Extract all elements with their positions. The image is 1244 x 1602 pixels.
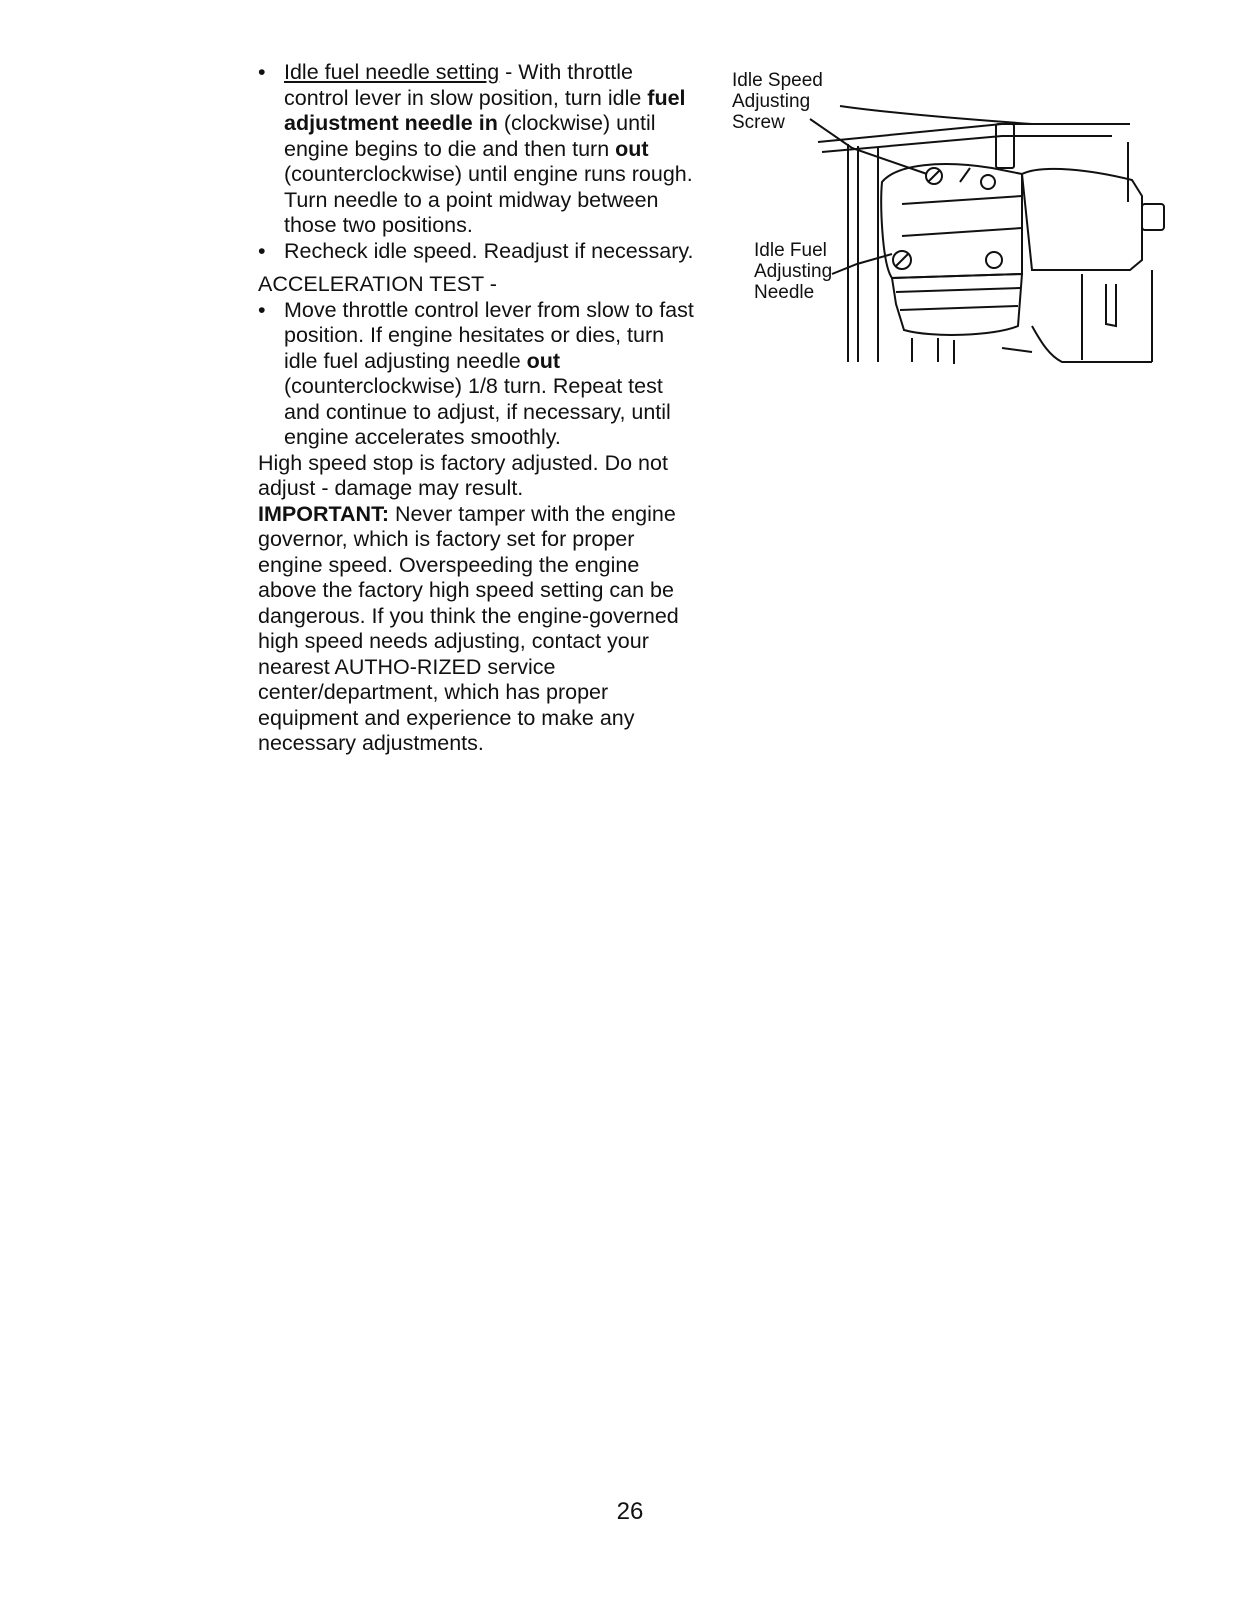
label-line: Idle Fuel [754,240,827,261]
label-line: Idle Speed [732,70,823,91]
idle-fuel-text-2: (clockwise) until engine begins to die and then turn [284,111,656,161]
leader-line-screw [840,106,1032,124]
bullet-acceleration [258,298,698,451]
leader-line-needle [832,254,892,274]
right-housing [1022,169,1142,270]
label-line: Adjusting [754,261,833,282]
leader-line-screw-arrow [810,119,927,174]
bullet-dot: • [258,60,266,84]
acceleration-test-heading: ACCELERATION TEST - [258,272,497,296]
accel-text-1: Move throttle control lever from slow to fast position. If engine hesitates or dies, turn idle fuel adjusting needle [284,297,694,373]
idle-fuel-text-1: - With throttle control lever in slow position, turn idle [284,60,648,110]
bullet-dot: • [258,297,266,322]
label-line: Adjusting [732,91,811,112]
important-paragraph [258,502,698,757]
instructions-column [258,60,698,757]
label-line: Needle [754,282,815,303]
idle-fuel-bold-1: fuel adjustment needle in [284,85,686,135]
page-number [0,1498,1244,1526]
page-number-text: 26 [616,1498,644,1525]
carburetor-figure [732,64,1172,384]
accel-bold-1: out [526,348,561,373]
bullet-dot: • [258,238,266,263]
label-line: Screw [732,112,785,133]
important-text: Never tamper with the engine governor, which is factory set for proper engine speed. Overspeeding the engine above the factory high speed setting can be dangerous. If you think the engine-governed high speed needs adjusting, contact your nearest AUTHO-RIZED service center/department, which has proper equipment and experience to make any necessary adjustments. [258,501,679,755]
float-bowl [892,274,1022,335]
recheck-text: Recheck idle speed. Readjust if necessary. [284,238,694,263]
clamp [996,124,1014,168]
idle-fuel-needle-title: Idle fuel needle setting [284,60,500,84]
bullet-recheck [258,239,698,265]
idle-fuel-bold-2: out [615,136,649,161]
carburetor-drawing [732,64,1172,384]
high-speed-note: High speed stop is factory adjusted. Do not adjust - damage may result. [258,450,668,500]
accel-text-2: (counterclockwise) 1/8 turn. Repeat test and continue to adjust, if necessary, until engine accelerates smoothly. [284,374,671,449]
important-label: IMPORTANT: [258,501,389,526]
bullet-idle-fuel-needle [258,60,698,239]
fitting-nut [1142,204,1164,230]
idle-fuel-text-3: (counterclockwise) until engine runs rough. Turn needle to a point midway between those two positions. [284,162,693,237]
